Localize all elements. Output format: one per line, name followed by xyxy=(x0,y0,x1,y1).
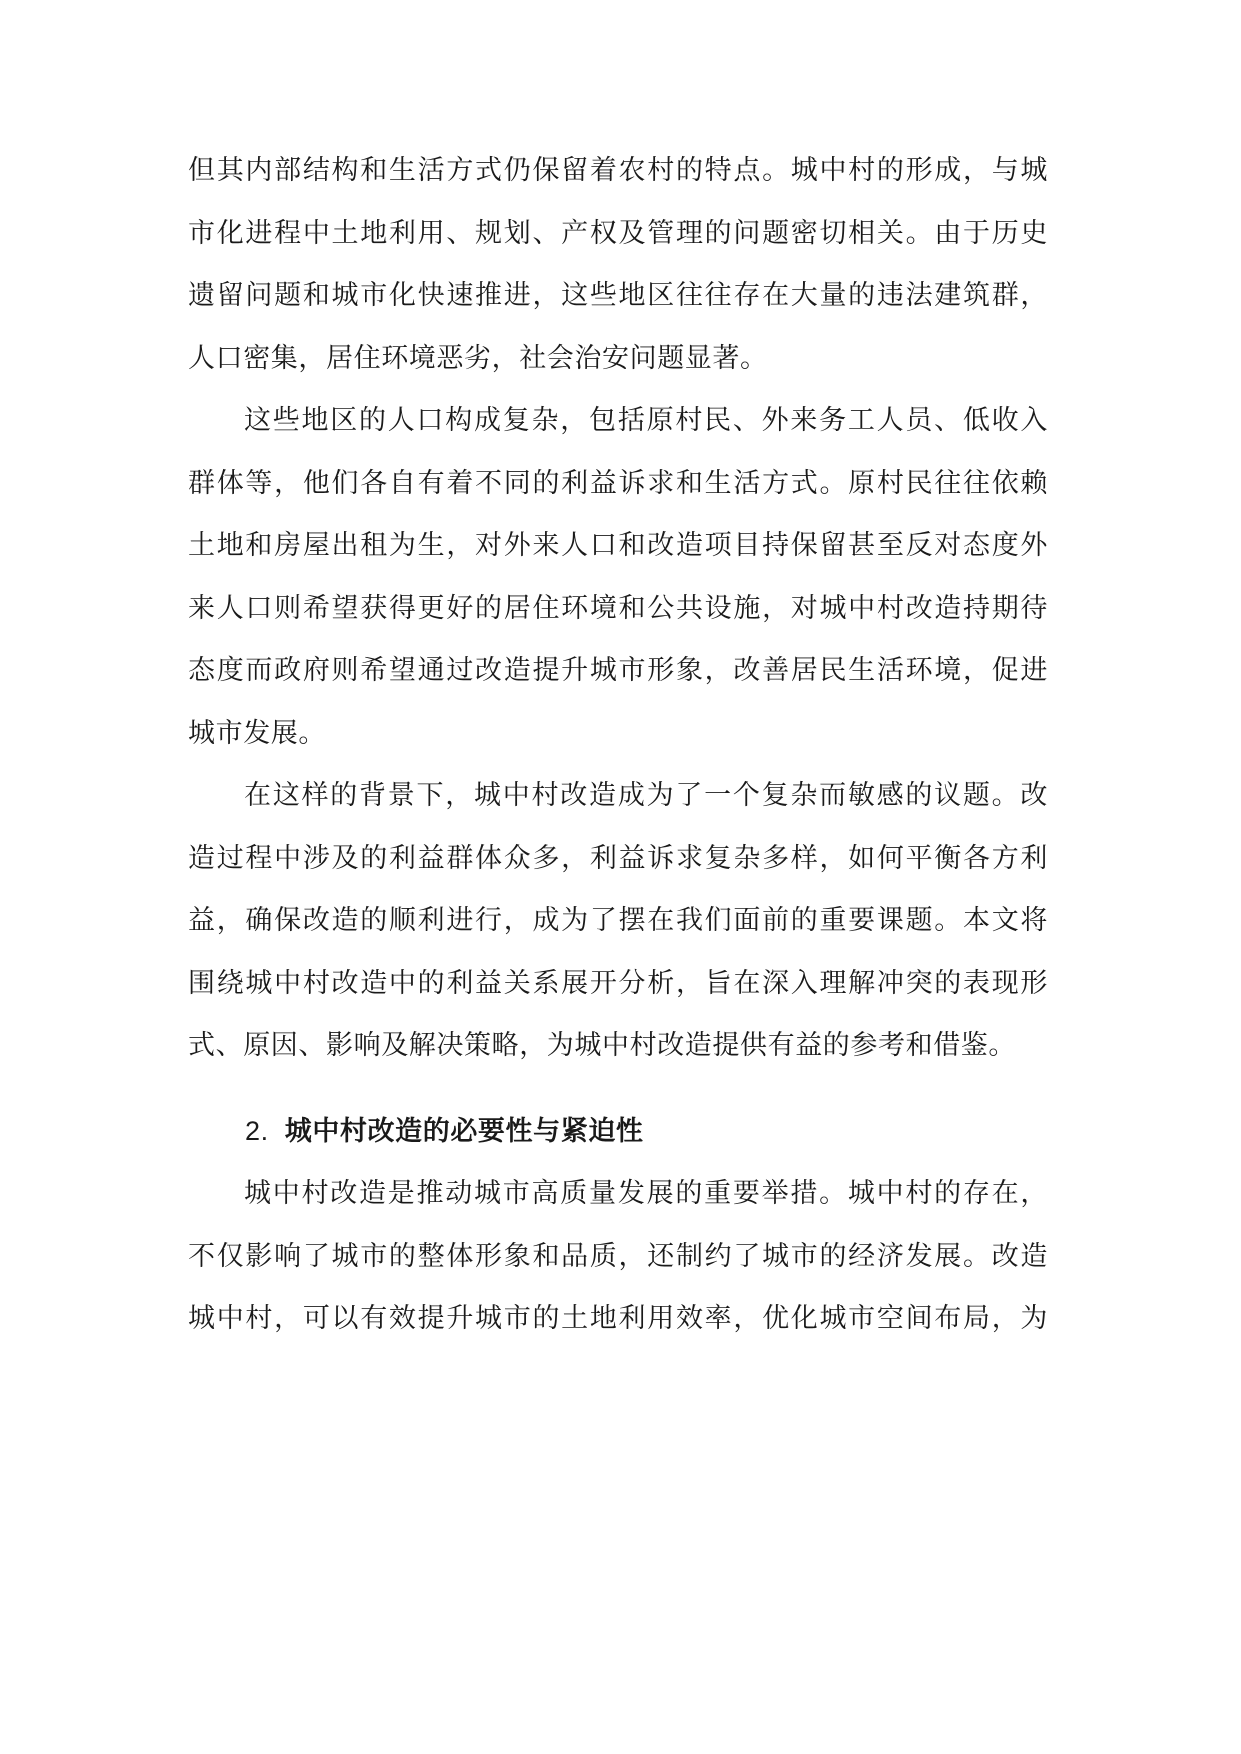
paragraph-line: 人口密集，居住环境恶劣，社会治安问题显著。 xyxy=(188,342,768,374)
paragraph-line: 围绕城中村改造中的利益关系展开分析，旨在深入理解冲突的表现形 xyxy=(188,967,1048,999)
paragraph-3 xyxy=(188,765,1048,1078)
paragraph-line: 遗留问题和城市化快速推进，这些地区往往存在大量的违法建筑群， xyxy=(188,280,1048,311)
paragraph-1 xyxy=(188,140,1048,390)
section-paragraph-1 xyxy=(188,1163,1048,1351)
document-body xyxy=(188,140,1048,1351)
paragraph-line: 土地和房屋出租为生，对外来人口和改造项目持保留甚至反对态度外 xyxy=(188,530,1048,561)
paragraph-line: 益，确保改造的顺利进行，成为了摆在我们面前的重要课题。本文将 xyxy=(188,905,1048,936)
section-number: 2. xyxy=(245,1115,269,1146)
paragraph-line: 这些地区的人口构成复杂，包括原村民、外来务工人员、低收入 xyxy=(244,405,1048,436)
paragraph-line: 在这样的背景下，城中村改造成为了一个复杂而敏感的议题。改 xyxy=(244,780,1048,811)
section-heading xyxy=(188,1100,1048,1164)
paragraph-line: 不仅影响了城市的整体形象和品质，还制约了城市的经济发展。改造 xyxy=(188,1240,1048,1272)
paragraph-line: 城市发展。 xyxy=(188,717,326,749)
paragraph-line: 城中村，可以有效提升城市的土地利用效率，优化城市空间布局，为 xyxy=(188,1303,1048,1334)
paragraph-line: 市化进程中土地利用、规划、产权及管理的问题密切相关。由于历史 xyxy=(188,217,1048,249)
paragraph-line: 式、原因、影响及解决策略，为城中村改造提供有益的参考和借鉴。 xyxy=(188,1030,1016,1061)
section-title: 城中村改造的必要性与紧迫性 xyxy=(284,1115,644,1147)
paragraph-2 xyxy=(188,390,1048,765)
paragraph-line: 来人口则希望获得更好的居住环境和公共设施，对城中村改造持期待 xyxy=(188,592,1048,624)
paragraph-line: 城中村改造是推动城市高质量发展的重要举措。城中村的存在， xyxy=(244,1178,1048,1209)
paragraph-line: 群体等，他们各自有着不同的利益诉求和生活方式。原村民往往依赖 xyxy=(188,467,1048,499)
paragraph-line: 造过程中涉及的利益群体众多，利益诉求复杂多样，如何平衡各方利 xyxy=(188,842,1048,874)
paragraph-line: 但其内部结构和生活方式仍保留着农村的特点。城中村的形成，与城 xyxy=(188,155,1048,186)
paragraph-line: 态度而政府则希望通过改造提升城市形象，改善居民生活环境，促进 xyxy=(188,655,1048,686)
